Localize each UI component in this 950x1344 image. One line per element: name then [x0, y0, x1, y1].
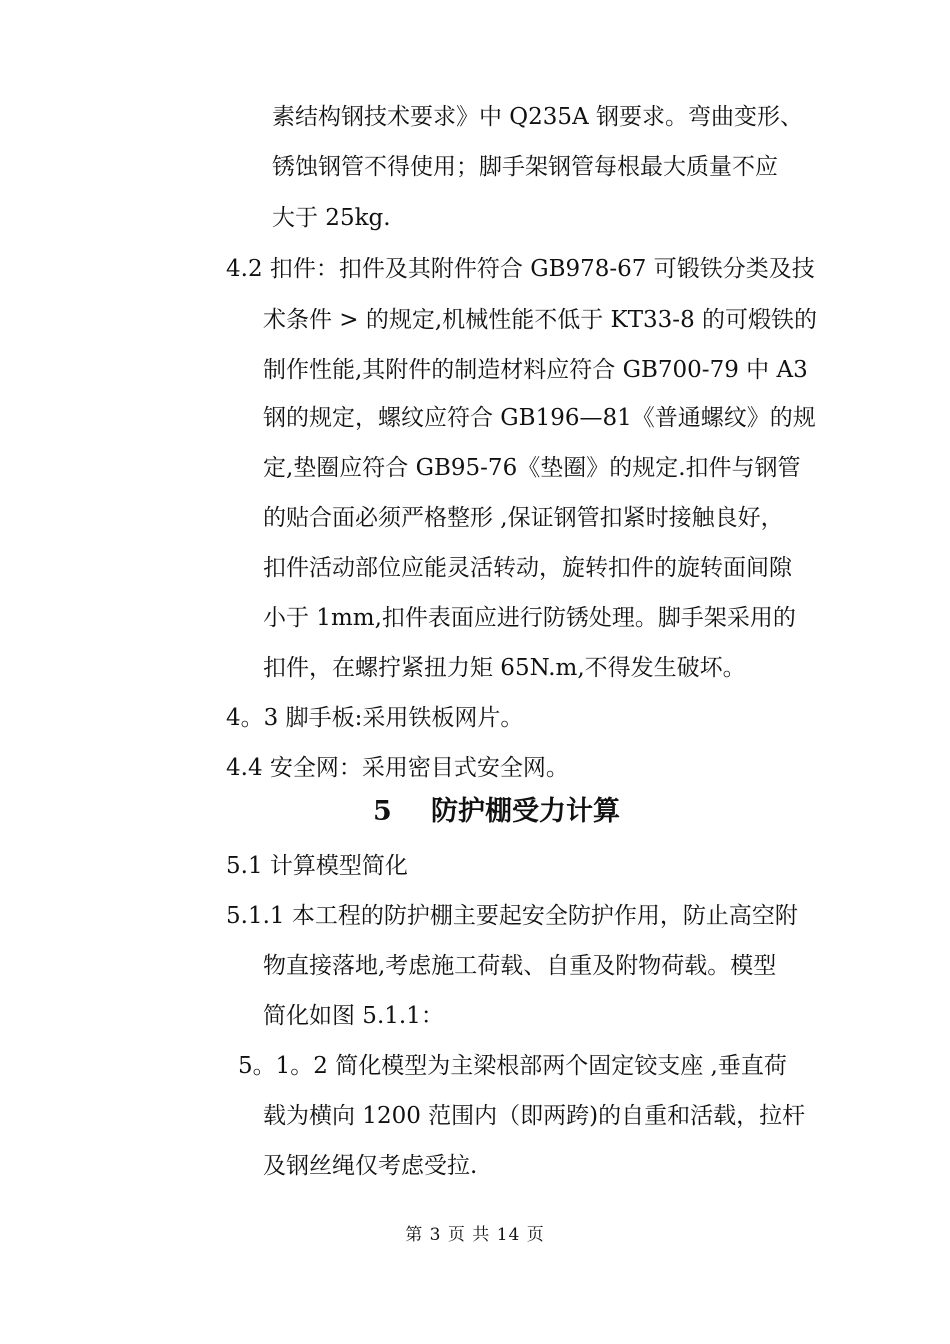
clause-5-1-1-line: 5.1.1 本工程的防护棚主要起安全防护作用，防止高空附: [226, 903, 798, 929]
text-line: 及钢丝绳仅考虑受拉.: [263, 1153, 478, 1179]
text-line: 定,垫圈应符合 GB95-76《垫圈》的规定.扣件与钢管: [263, 455, 801, 481]
text-line: 物直接落地,考虑施工荷载、自重及附物荷载。模型: [263, 953, 777, 979]
text-line: 扣件，在螺拧紧扭力矩 65N.m,不得发生破坏。: [263, 655, 746, 681]
section-title: 防护棚受力计算: [431, 796, 620, 827]
text-line: 扣件活动部位应能灵活转动，旋转扣件的旋转面间隙: [263, 555, 792, 581]
text-line: 的贴合面必须严格整形 ,保证钢管扣紧时接触良好，: [263, 505, 784, 531]
text-line: 大于 25kg.: [272, 205, 391, 231]
section-heading: [373, 792, 620, 832]
clause-5-1-line: 5.1 计算模型简化: [226, 853, 408, 879]
text-line: 素结构钢技术要求》中 Q235A 钢要求。弯曲变形、: [272, 104, 803, 130]
clause-4-3-line: 4。3 脚手板:采用铁板网片。: [226, 705, 524, 731]
clause-4-2-line: 4.2 扣件：扣件及其附件符合 GB978-67 可锻铁分类及技: [226, 256, 815, 282]
text-line: 锈蚀钢管不得使用；脚手架钢管每根最大质量不应: [272, 154, 778, 180]
text-line: 载为横向 1200 范围内（即两跨)的自重和活载，拉杆: [263, 1103, 806, 1129]
text-line: 简化如图 5.1.1：: [263, 1003, 444, 1029]
clause-5-1-2-line: 5。1。2 简化模型为主梁根部两个固定铰支座 ,垂直荷: [238, 1053, 787, 1079]
text-line: 术条件 > 的规定,机械性能不低于 KT33-8 的可煅铁的: [263, 307, 818, 333]
clause-4-4-line: 4.4 安全网：采用密目式安全网。: [226, 755, 569, 781]
text-line: 制作性能,其附件的制造材料应符合 GB700-79 中 A3: [263, 357, 808, 383]
text-line: 小于 1mm,扣件表面应进行防锈处理。脚手架采用的: [263, 605, 796, 631]
text-line: 钢的规定，螺纹应符合 GB196—81《普通螺纹》的规: [263, 405, 816, 431]
page-number-footer: 第 3 页 共 14 页: [405, 1225, 545, 1245]
section-number: 5: [373, 796, 392, 827]
